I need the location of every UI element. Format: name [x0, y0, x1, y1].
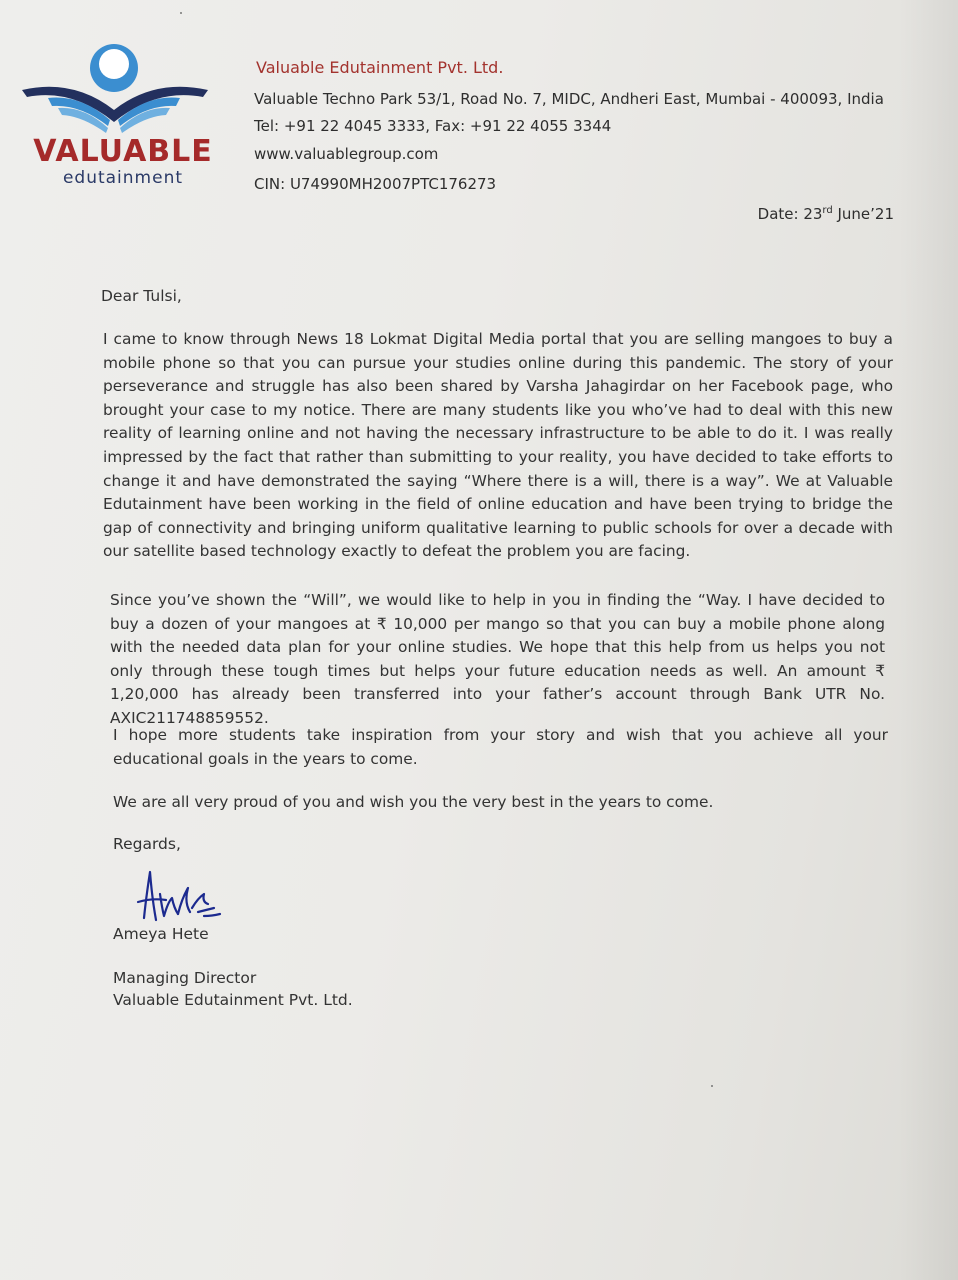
signer-name: Ameya Hete: [113, 925, 209, 943]
closing: Regards,: [113, 835, 181, 853]
company-address: Valuable Techno Park 53/1, Road No. 7, MIDC, Andheri East, Mumbai - 400093, India: [254, 90, 884, 108]
logo-subtitle: edutainment: [62, 168, 184, 188]
open-book-globe-icon: [18, 40, 218, 140]
letter-date: Date: 23rd June’21: [757, 205, 894, 223]
paragraph-1: I came to know through News 18 Lokmat Digital Media portal that you are selling mangoes to buy a mobile phone so that you can pursue your studies online during this pandemic. The story of your perseverance and struggle has also been shared by Varsha Jahagirdar on her Facebook page, who brought your case to my notice. There are many students like you who’ve had to deal with this new reality of learning online and not having the necessary infrastructure to be able to do it. I was really impressed by the fact that rather than submitting to your reality, you have decided to take efforts to change it and have demonstrated the saying “Where there is a will, there is a way”. We at Valuable Edutainment have been working in the field of online education and have been trying to bridge the gap of connectivity and bringing uniform qualitative learning to public schools for over a decade with our satellite based technology exactly to defeat the problem you are facing.: [103, 330, 893, 561]
company-cin: CIN: U74990MH2007PTC176273: [254, 175, 497, 193]
paragraph-4: We are all very proud of you and wish you the very best in the years to come.: [113, 793, 714, 811]
paragraph-3: I hope more students take inspiration from your story and wish that you achieve all your educational goals in the years to come.: [113, 726, 888, 768]
signer-company: Valuable Edutainment Pvt. Ltd.: [113, 991, 353, 1009]
signer-title: Managing Director: [113, 969, 257, 987]
company-name: Valuable Edutainment Pvt. Ltd.: [256, 58, 504, 77]
paragraph-2: Since you’ve shown the “Will”, we would like to help in you in finding the “Way. I have decided to buy a dozen of your mangoes at ₹ 10,000 per mango so that you can buy a mobile phone along with the needed data plan for your online studies. We hope that this help from us helps you not only through these tough times but helps your future education needs as well. An amount ₹ 1,20,000 has already been transferred into your father’s account through Bank UTR No. AXIC211748859552.: [110, 591, 885, 727]
company-website: www.valuablegroup.com: [254, 145, 439, 163]
handwritten-signature: [132, 858, 232, 928]
company-phone-fax: Tel: +91 22 4045 3333, Fax: +91 22 4055 3344: [254, 117, 612, 135]
salutation: Dear Tulsi,: [101, 287, 182, 305]
company-logo: [18, 40, 218, 190]
logo-brand-text: VALUABLE: [33, 134, 213, 169]
